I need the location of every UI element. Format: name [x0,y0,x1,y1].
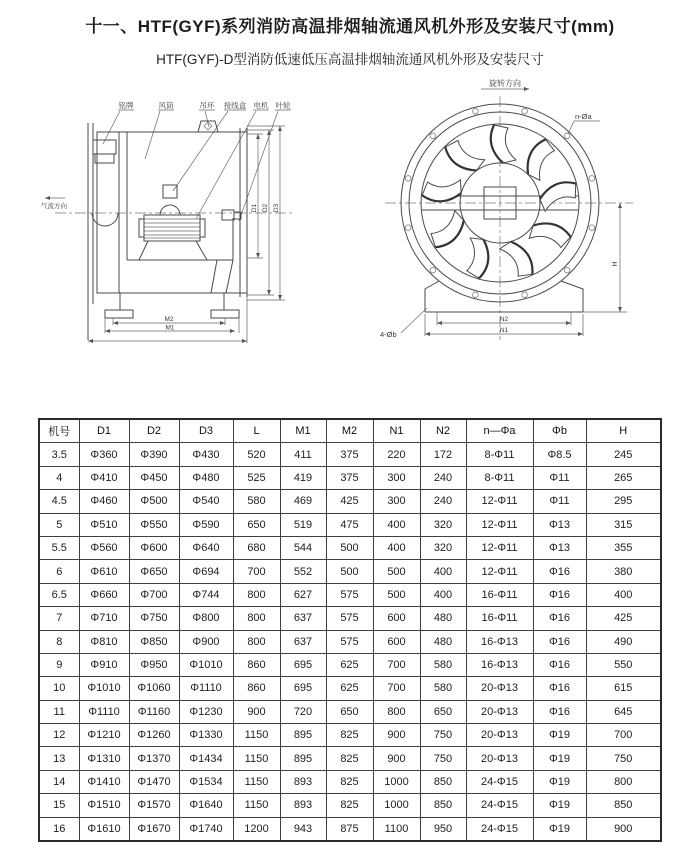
table-cell: 750 [420,724,466,747]
table-cell: 1000 [373,770,420,793]
table-cell: 625 [326,677,373,700]
table-cell: Φ1534 [179,770,233,793]
table-cell: Φ1230 [179,700,233,723]
table-cell: 943 [280,817,326,841]
table-row [39,817,661,841]
table-cell: 20-Φ13 [466,747,533,770]
table-cell: 3.5 [39,443,79,466]
table-cell: 220 [373,443,420,466]
table-cell: 850 [420,794,466,817]
table-cell: 20-Φ13 [466,677,533,700]
table-cell: 800 [373,700,420,723]
table-cell: 500 [326,536,373,559]
table-cell: 4 [39,466,79,489]
table-cell: 645 [586,700,661,723]
table-body [39,443,661,841]
table-cell: Φ1210 [79,724,129,747]
table-cell: 419 [280,466,326,489]
table-cell: Φ1410 [79,770,129,793]
table-cell: Φ1670 [129,817,179,841]
table-cell: 315 [586,513,661,536]
column-header: D3 [179,419,233,443]
table-cell: Φ810 [79,630,129,653]
dim-label-n2: N2 [499,316,509,323]
table-cell: Φ19 [533,817,586,841]
table-row [39,677,661,700]
table-cell: Φ19 [533,770,586,793]
table-cell: 6.5 [39,583,79,606]
table-cell: Φ640 [179,536,233,559]
table-cell: 519 [280,513,326,536]
table-cell: 380 [586,560,661,583]
column-header: D1 [79,419,129,443]
table-cell: Φ650 [129,560,179,583]
table-cell: 825 [326,770,373,793]
table-cell: 7 [39,607,79,630]
table-cell: Φ510 [79,513,129,536]
table-cell: 10 [39,677,79,700]
table-cell: 172 [420,443,466,466]
table-cell: 265 [586,466,661,489]
table-cell: Φ480 [179,466,233,489]
table-cell: Φ16 [533,653,586,676]
flange-bolts-leader [568,121,600,134]
table-cell: Φ16 [533,583,586,606]
table-cell: 1150 [233,770,280,793]
table-cell: 240 [420,490,466,513]
table-cell: Φ660 [79,583,129,606]
table-cell: 400 [373,513,420,536]
table-row [39,794,661,817]
table-cell: 14 [39,770,79,793]
dim-label-m2: M2 [164,316,174,323]
table-cell: 11 [39,700,79,723]
table-cell: 893 [280,770,326,793]
table-cell: 615 [586,677,661,700]
table-cell: Φ1110 [79,700,129,723]
table-cell: 580 [420,677,466,700]
table-cell: 850 [586,794,661,817]
table-cell: Φ710 [79,607,129,630]
table-cell: 16-Φ13 [466,630,533,653]
table-row [39,443,661,466]
motor-dome [160,205,180,215]
table-cell: Φ950 [129,653,179,676]
table-cell: 400 [420,583,466,606]
table-cell: 1150 [233,747,280,770]
column-header: N2 [420,419,466,443]
table-cell: 12-Φ11 [466,513,533,536]
table-cell: Φ1740 [179,817,233,841]
table-cell: Φ900 [179,630,233,653]
table-cell: Φ430 [179,443,233,466]
table-cell: 637 [280,630,326,653]
table-cell: 480 [420,630,466,653]
side-view-drawing [25,86,370,360]
dim-label-n1: N1 [499,327,509,334]
table-row [39,724,661,747]
table-cell: 16-Φ11 [466,607,533,630]
dim-label-d3: D3 [273,203,280,213]
table-row [39,560,661,583]
table-cell: 24-Φ15 [466,794,533,817]
table-cell: 900 [373,747,420,770]
table-cell: 5.5 [39,536,79,559]
rotation-direction-label: 旋转方向 [489,79,521,88]
table-cell: 16-Φ11 [466,583,533,606]
table-cell: Φ910 [79,653,129,676]
page-subtitle: HTF(GYF)-D型消防低速低压高温排烟轴流通风机外形及安装尺寸 [156,52,544,67]
table-cell: Φ744 [179,583,233,606]
table-cell: 900 [373,724,420,747]
table-cell: Φ694 [179,560,233,583]
table-cell: Φ1370 [129,747,179,770]
table-cell: 16-Φ13 [466,653,533,676]
table-cell: 12 [39,724,79,747]
base-bolts-label: 4-Øb [380,330,397,339]
table-cell: Φ850 [129,630,179,653]
table-cell: Φ1434 [179,747,233,770]
table-cell: Φ600 [129,536,179,559]
table-cell: 6 [39,560,79,583]
table-row [39,700,661,723]
page-title: 十一、HTF(GYF)系列消防高温排烟轴流通风机外形及安装尺寸(mm) [85,17,615,36]
table-cell: 9 [39,653,79,676]
table-cell: 500 [373,560,420,583]
table-cell: Φ1470 [129,770,179,793]
table-cell: 860 [233,677,280,700]
table-cell: 544 [280,536,326,559]
table-cell: Φ410 [79,466,129,489]
table-cell: Φ1010 [79,677,129,700]
table-cell: Φ1060 [129,677,179,700]
table-cell: 575 [326,630,373,653]
table-cell: 355 [586,536,661,559]
motor [139,215,205,241]
column-header: H [586,419,661,443]
table-cell: Φ1010 [179,653,233,676]
table-cell: 240 [420,466,466,489]
table-cell: 500 [373,583,420,606]
table-cell: 300 [373,466,420,489]
table-cell: Φ19 [533,747,586,770]
junction-box [163,185,177,198]
table-cell: Φ16 [533,630,586,653]
inner-frame [127,218,233,293]
table-cell: Φ19 [533,724,586,747]
table-cell: 480 [420,607,466,630]
table-cell: 637 [280,607,326,630]
table-cell: 650 [420,700,466,723]
table-cell: 525 [233,466,280,489]
table-row [39,536,661,559]
table-cell: 860 [233,653,280,676]
table-cell: 575 [326,583,373,606]
table-cell: Φ700 [129,583,179,606]
table-cell: 8-Φ11 [466,443,533,466]
column-header: 机号 [39,419,79,443]
mounting-feet [105,293,239,318]
table-cell: 552 [280,560,326,583]
table-row [39,770,661,793]
table-cell: 15 [39,794,79,817]
table-cell: 24-Φ15 [466,817,533,841]
table-cell: 700 [373,677,420,700]
table-cell: 700 [373,653,420,676]
table-row [39,630,661,653]
table-cell: 580 [420,653,466,676]
table-cell: 12-Φ11 [466,560,533,583]
table-cell: Φ16 [533,607,586,630]
column-header: D2 [129,419,179,443]
table-cell: 893 [280,794,326,817]
table-cell: 490 [586,630,661,653]
table-cell: Φ1260 [129,724,179,747]
dim-label-d2: D2 [262,203,269,213]
table-cell: 550 [586,653,661,676]
table-cell: Φ11 [533,466,586,489]
part-label-junction-box: 接线盒 [223,101,247,110]
table-cell: Φ19 [533,794,586,817]
table-cell: Φ360 [79,443,129,466]
table-cell: 13 [39,747,79,770]
table-cell: 800 [233,630,280,653]
table-cell: 1150 [233,794,280,817]
table-row [39,513,661,536]
table-cell: Φ16 [533,560,586,583]
table-row [39,490,661,513]
table-cell: 750 [420,747,466,770]
table-cell: 1200 [233,817,280,841]
table-cell: 800 [233,583,280,606]
base-pedestal [425,281,583,312]
table-cell: 680 [233,536,280,559]
table-cell: 895 [280,747,326,770]
table-cell: Φ16 [533,677,586,700]
table-cell: 900 [233,700,280,723]
table-cell: Φ1510 [79,794,129,817]
table-cell: 425 [586,607,661,630]
table-row [39,747,661,770]
table-row [39,583,661,606]
table-cell: 600 [373,630,420,653]
table-cell: 5 [39,513,79,536]
table-cell: 245 [586,443,661,466]
table-row [39,653,661,676]
table-cell: Φ1610 [79,817,129,841]
table-cell: Φ500 [129,490,179,513]
part-label-motor: 电机 [253,101,269,110]
table-cell: 8 [39,630,79,653]
table-cell: 700 [233,560,280,583]
table-cell: 320 [420,536,466,559]
table-cell: 825 [326,747,373,770]
table-cell: Φ1310 [79,747,129,770]
table-cell: Φ13 [533,536,586,559]
table-cell: Φ800 [179,607,233,630]
table-cell: 700 [586,724,661,747]
table-row [39,466,661,489]
table-cell: 850 [420,770,466,793]
table-cell: 469 [280,490,326,513]
table-cell: 580 [233,490,280,513]
table-cell: Φ1640 [179,794,233,817]
flange-bolts-label: n-Øa [575,112,592,121]
table-header-row [39,419,661,443]
table-cell: 20-Φ13 [466,724,533,747]
table-cell: 400 [373,536,420,559]
table-cell: Φ1570 [129,794,179,817]
table-cell: 1000 [373,794,420,817]
table-cell: 695 [280,653,326,676]
inlet-bell [92,213,118,226]
table-cell: 575 [326,607,373,630]
table-cell: Φ1110 [179,677,233,700]
table-cell: 24-Φ15 [466,770,533,793]
table-cell: Φ560 [79,536,129,559]
column-header: M1 [280,419,326,443]
table-cell: 520 [233,443,280,466]
table-cell: 375 [326,466,373,489]
table-cell: 627 [280,583,326,606]
nameplate [93,140,116,163]
table-cell: 16 [39,817,79,841]
column-header: Φb [533,419,586,443]
table-cell: 12-Φ11 [466,490,533,513]
base-bolts-leader [401,308,427,333]
table-cell: 425 [326,490,373,513]
table-cell: Φ550 [129,513,179,536]
table-cell: 825 [326,794,373,817]
table-cell: Φ540 [179,490,233,513]
table-cell: 800 [586,770,661,793]
table-cell: Φ750 [129,607,179,630]
table-cell: 4.5 [39,490,79,513]
table-cell: 295 [586,490,661,513]
part-label-lifting-ring: 吊环 [199,101,215,110]
table-cell: Φ1160 [129,700,179,723]
table-cell: 875 [326,817,373,841]
part-label-nameplate: 铭牌 [118,101,134,110]
table-cell: 900 [586,817,661,841]
table-cell: Φ13 [533,513,586,536]
part-label-duct: 风筒 [158,101,174,110]
column-header: L [233,419,280,443]
table-cell: 500 [326,560,373,583]
table-cell: 825 [326,724,373,747]
table-cell: Φ8.5 [533,443,586,466]
table-cell: Φ1330 [179,724,233,747]
table-cell: 950 [420,817,466,841]
table-cell: Φ460 [79,490,129,513]
airflow-label: 气流方向 [41,203,67,210]
table-cell: 800 [233,607,280,630]
table-cell: 475 [326,513,373,536]
part-label-impeller: 叶轮 [275,101,291,110]
table-cell: 320 [420,513,466,536]
table-cell: 12-Φ11 [466,536,533,559]
table-cell: 720 [280,700,326,723]
impeller-hub [222,210,241,220]
table-cell: 400 [420,560,466,583]
table-cell: Φ610 [79,560,129,583]
table-cell: 400 [586,583,661,606]
table-cell: 750 [586,747,661,770]
table-cell: Φ390 [129,443,179,466]
dim-label-d1: D1 [251,203,258,213]
table-cell: Φ11 [533,490,586,513]
table-cell: 600 [373,607,420,630]
table-cell: 8-Φ11 [466,466,533,489]
spec-table [38,418,662,842]
column-header: n—Φa [466,419,533,443]
table-cell: 1100 [373,817,420,841]
table-cell: 650 [326,700,373,723]
table-cell: 300 [373,490,420,513]
column-header: M2 [326,419,373,443]
front-view-drawing [375,72,700,364]
table-cell: Φ590 [179,513,233,536]
dim-label-h: H [612,261,619,267]
table-row [39,607,661,630]
column-header: N1 [373,419,420,443]
table-cell: Φ16 [533,700,586,723]
table-cell: 625 [326,653,373,676]
table-cell: 695 [280,677,326,700]
table-cell: 20-Φ13 [466,700,533,723]
table-cell: 1150 [233,724,280,747]
table-cell: 375 [326,443,373,466]
table-cell: Φ450 [129,466,179,489]
table-cell: 411 [280,443,326,466]
table-cell: 895 [280,724,326,747]
table-cell: 650 [233,513,280,536]
dim-label-m1: M1 [165,324,175,332]
